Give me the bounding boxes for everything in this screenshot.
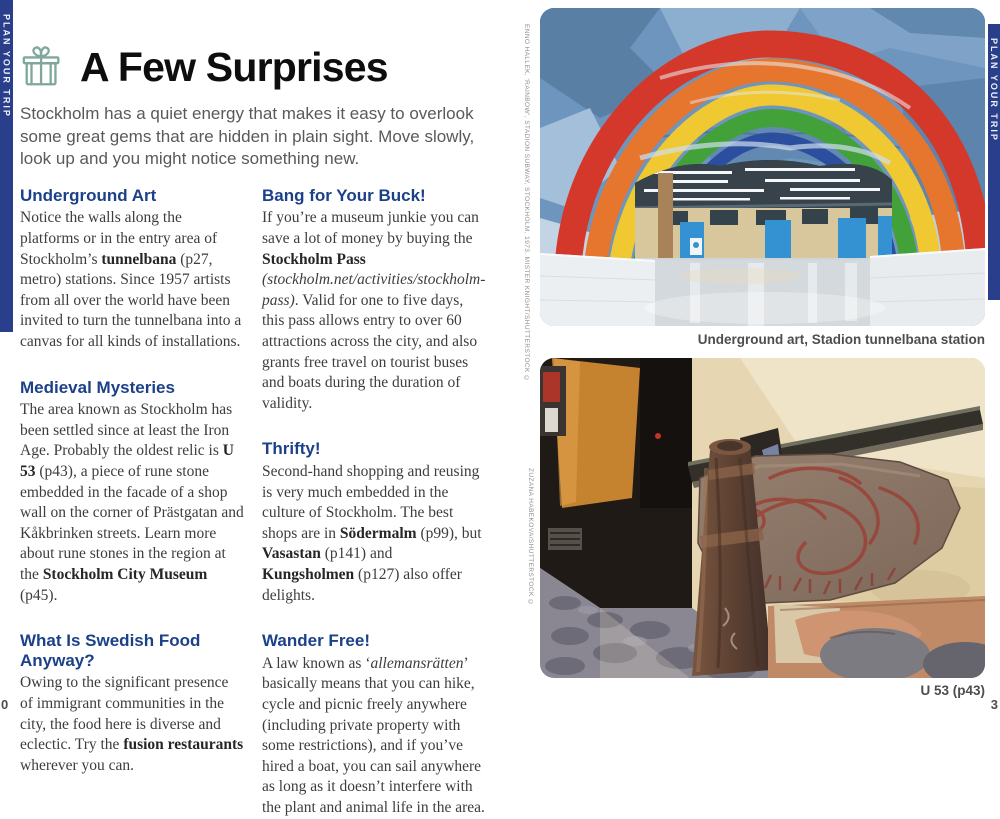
section-heading: Thrifty!	[262, 439, 321, 459]
photo-credit-runestone: ZUZANA HABEKOVA/SHUTTERSTOCK ©	[527, 468, 534, 607]
photo-rune-stone	[540, 358, 985, 678]
text-column-1	[20, 186, 245, 819]
section-swedish-food	[20, 631, 245, 776]
page-number-right: 3	[990, 697, 998, 712]
gift-icon	[20, 44, 66, 90]
section-heading: Wander Free!	[262, 631, 371, 651]
left-tab-label: PLAN YOUR TRIP	[1, 14, 12, 118]
text-columns	[20, 186, 490, 819]
section-wander-free	[262, 631, 487, 818]
section-body: Notice the walls along the platforms or in the entry area of Stockholm’s tunnelbana (p27, metro) stations. Since 1957 artists from all over the world have been invited to turn the tunnelbana into a canvas for all kinds of installations.	[20, 209, 242, 351]
photo-credit-stadion: ENNO HALLEK, ‘RAINBOW’, STADION SUBWAY, STOCKHOLM, 1973. MISTER KNIGHT/SHUTTERSTOCK ©	[523, 24, 530, 383]
section-body: Owing to the significant presence of immigrant communities in the city, the food here is diverse and eclectic. Try the fusion restaurants wherever you can.	[20, 674, 244, 774]
left-page-edge-tab	[0, 0, 13, 332]
section-thrifty	[262, 439, 487, 606]
section-heading: Underground Art	[20, 185, 157, 205]
photo-caption-runestone: U 53 (p43)	[920, 683, 985, 698]
section-bang-for-buck	[262, 186, 487, 415]
page-title: A Few Surprises	[80, 43, 388, 90]
right-page-edge-tab	[988, 24, 1000, 300]
section-body: If you’re a museum junkie you can save a lot of money by buying the Stockholm Pass (stockholm.net/activities/stockholm-pass). Valid for one to five days, this pass allows entry to over 60 attractions across the city, and also grants free travel on tourist buses and boats during the duration of validity.	[262, 209, 486, 412]
photo-caption-stadion: Underground art, Stadion tunnelbana station	[697, 332, 985, 347]
section-body: Second-hand shopping and reusing is very much embedded in the culture of Stockholm. The best shops are in Södermalm (p99), but Vasastan (p141) and Kungsholmen (p127) also offer delights.	[262, 463, 482, 604]
intro-paragraph: Stockholm has a quiet energy that makes it easy to overlook some great gems that are hidden in plain sight. Move slowly, look up and you might notice something new.	[20, 104, 475, 169]
section-medieval-mysteries	[20, 378, 245, 607]
main-text-column	[20, 44, 490, 819]
section-body: The area known as Stockholm has been settled since at least the Iron Age. Probably the oldest relic is U 53 (p43), a piece of rune stone embedded in the facade of a shop wall on the corner of Prästgatan and Kåkbrinken streets. Learn more about rune stones in the region at the Stockholm City Museum (p45).	[20, 401, 244, 604]
photo-stadion-station	[540, 8, 985, 326]
section-body: A law known as ‘allemansrätten’ basically means that you can hike, cycle and picnic freely anywhere (including private property with some restrictions), and if you’ve hired a boat, you can sail anywhere as long as it doesn’t interfere with the plant and animal life in the area.	[262, 654, 485, 817]
section-underground-art	[20, 186, 245, 353]
section-heading: Medieval Mysteries	[20, 377, 175, 397]
page-header	[20, 44, 490, 90]
page-number-left: 0	[1, 697, 9, 712]
section-heading: What Is Swedish Food Anyway?	[20, 631, 201, 670]
text-column-2	[262, 186, 487, 819]
right-tab-label: PLAN YOUR TRIP	[989, 38, 999, 142]
section-heading: Bang for Your Buck!	[262, 185, 426, 205]
